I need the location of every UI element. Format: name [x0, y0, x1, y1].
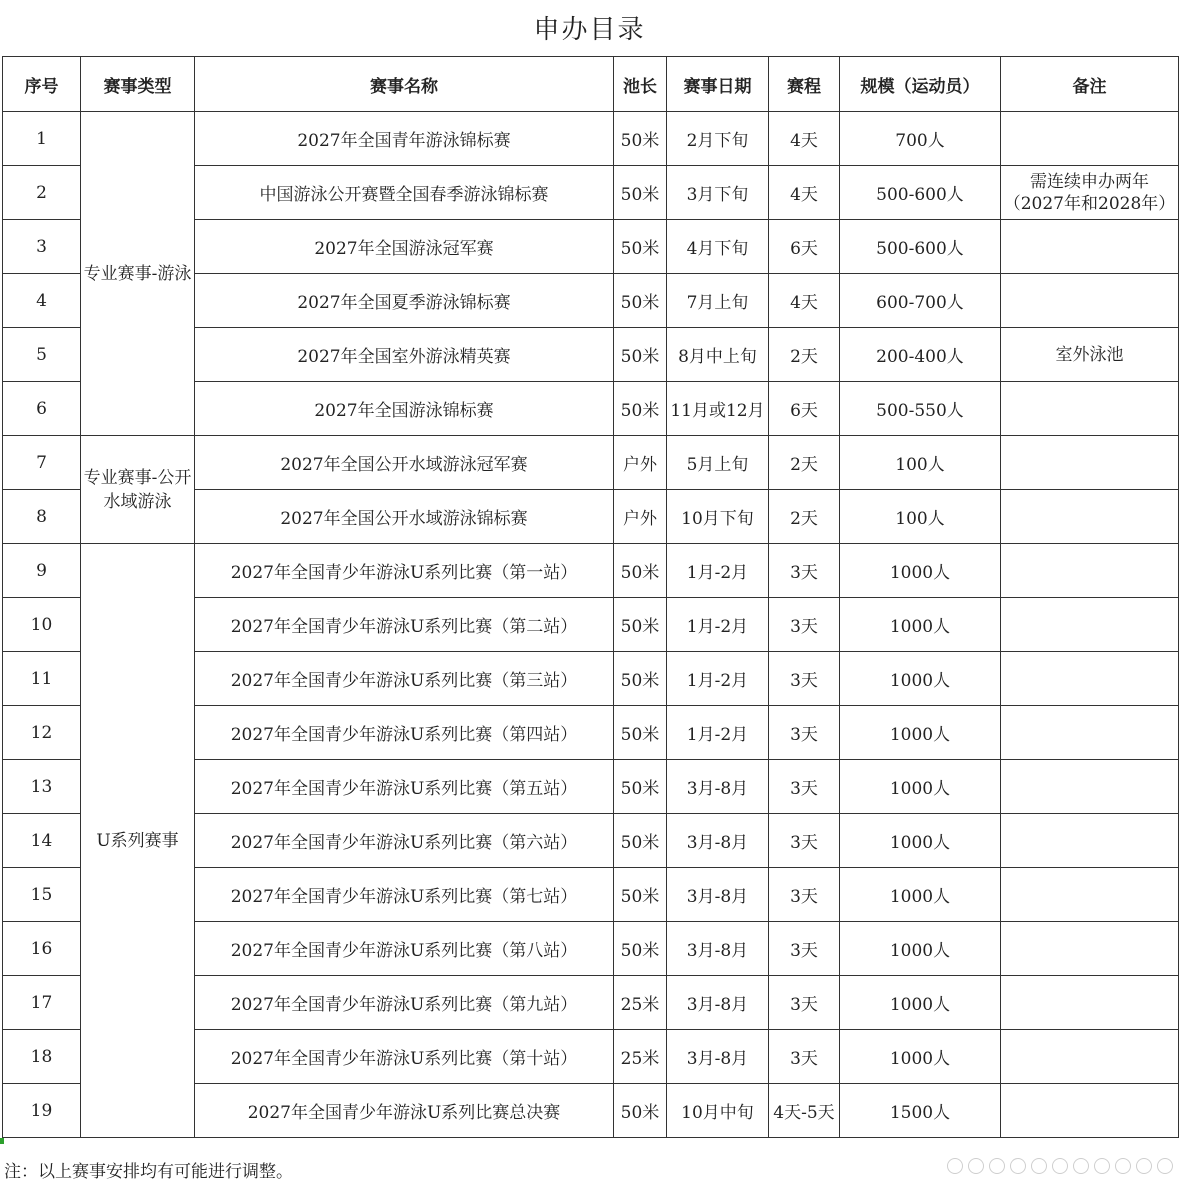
- cell-scale: 600-700人: [840, 274, 1001, 328]
- cell-days: 3天: [769, 760, 840, 814]
- cell-scale: 1000人: [840, 544, 1001, 598]
- cell-days: 3天: [769, 1030, 840, 1084]
- cell-note: 室外泳池: [1001, 328, 1179, 382]
- cell-date: 3月-8月: [667, 760, 769, 814]
- cell-note: [1001, 274, 1179, 328]
- cell-scale: 1500人: [840, 1084, 1001, 1138]
- cell-scale: 100人: [840, 490, 1001, 544]
- cell-days: 6天: [769, 220, 840, 274]
- cell-pool: 50米: [614, 166, 667, 220]
- cell-date: 5月上旬: [667, 436, 769, 490]
- cell-scale: 1000人: [840, 760, 1001, 814]
- cell-scale: 1000人: [840, 976, 1001, 1030]
- cell-date: 1月-2月: [667, 652, 769, 706]
- cell-name: 2027年全国公开水域游泳锦标赛: [195, 490, 614, 544]
- cell-note: 需连续申办两年（2027年和2028年）: [1001, 166, 1179, 220]
- cell-note: [1001, 598, 1179, 652]
- cell-days: 2天: [769, 490, 840, 544]
- cell-days: 4天: [769, 166, 840, 220]
- cell-pool: 50米: [614, 1084, 667, 1138]
- cell-note: [1001, 220, 1179, 274]
- cell-no: 7: [3, 436, 81, 490]
- cell-no: 8: [3, 490, 81, 544]
- cell-name: 2027年全国游泳冠军赛: [195, 220, 614, 274]
- cell-no: 14: [3, 814, 81, 868]
- cell-note: [1001, 436, 1179, 490]
- cell-date: 1月-2月: [667, 598, 769, 652]
- cell-no: 4: [3, 274, 81, 328]
- cell-name: 2027年全国青少年游泳U系列比赛（第九站）: [195, 976, 614, 1030]
- cell-scale: 1000人: [840, 814, 1001, 868]
- cell-note: [1001, 976, 1179, 1030]
- cell-pool: 25米: [614, 1030, 667, 1084]
- header-pool: 池长: [614, 57, 667, 112]
- cell-date: 1月-2月: [667, 544, 769, 598]
- cell-note: [1001, 382, 1179, 436]
- cell-date: 1月-2月: [667, 706, 769, 760]
- cell-days: 3天: [769, 544, 840, 598]
- header-scale: 规模（运动员）: [840, 57, 1001, 112]
- cell-pool: 50米: [614, 328, 667, 382]
- header-name: 赛事名称: [195, 57, 614, 112]
- cell-name: 2027年全国青少年游泳U系列比赛（第二站）: [195, 598, 614, 652]
- cell-days: 3天: [769, 706, 840, 760]
- cell-date: 2月下旬: [667, 112, 769, 166]
- cell-days: 6天: [769, 382, 840, 436]
- cell-pool: 50米: [614, 760, 667, 814]
- cell-name: 2027年全国青少年游泳U系列比赛（第三站）: [195, 652, 614, 706]
- cell-date: 10月中旬: [667, 1084, 769, 1138]
- cell-note: [1001, 490, 1179, 544]
- cell-pool: 50米: [614, 598, 667, 652]
- cell-days: 2天: [769, 328, 840, 382]
- cell-pool: 50米: [614, 112, 667, 166]
- cell-no: 10: [3, 598, 81, 652]
- cell-scale: 100人: [840, 436, 1001, 490]
- cell-no: 13: [3, 760, 81, 814]
- cell-no: 12: [3, 706, 81, 760]
- cell-days: 3天: [769, 922, 840, 976]
- cell-name: 2027年全国青年游泳锦标赛: [195, 112, 614, 166]
- cell-note: [1001, 868, 1179, 922]
- cell-name: 2027年全国青少年游泳U系列比赛（第五站）: [195, 760, 614, 814]
- cell-scale: 1000人: [840, 652, 1001, 706]
- cell-date: 4月下旬: [667, 220, 769, 274]
- cell-days: 3天: [769, 652, 840, 706]
- cell-date: 3月-8月: [667, 1030, 769, 1084]
- cell-no: 11: [3, 652, 81, 706]
- header-type: 赛事类型: [81, 57, 195, 112]
- cell-pool: 50米: [614, 220, 667, 274]
- header-date: 赛事日期: [667, 57, 769, 112]
- cell-scale: 500-600人: [840, 166, 1001, 220]
- cell-days: 4天: [769, 274, 840, 328]
- cell-pool: 50米: [614, 814, 667, 868]
- cell-name: 2027年全国室外游泳精英赛: [195, 328, 614, 382]
- watermark-dots: [947, 1158, 1173, 1174]
- cell-note: [1001, 706, 1179, 760]
- cell-name: 中国游泳公开赛暨全国春季游泳锦标赛: [195, 166, 614, 220]
- cell-pool: 25米: [614, 976, 667, 1030]
- cell-note: [1001, 814, 1179, 868]
- cell-pool: 户外: [614, 490, 667, 544]
- cell-scale: 1000人: [840, 598, 1001, 652]
- cell-date: 3月-8月: [667, 976, 769, 1030]
- cell-days: 3天: [769, 868, 840, 922]
- cell-pool: 50米: [614, 652, 667, 706]
- table-row: [3, 544, 1179, 598]
- cell-no: 2: [3, 166, 81, 220]
- header-days: 赛程: [769, 57, 840, 112]
- catalog-table: [2, 56, 1179, 1138]
- footnote: 注：以上赛事安排均有可能进行调整。: [4, 1162, 293, 1182]
- cell-type: U系列赛事: [81, 544, 195, 1138]
- cell-no: 17: [3, 976, 81, 1030]
- cell-name: 2027年全国青少年游泳U系列比赛总决赛: [195, 1084, 614, 1138]
- cell-no: 3: [3, 220, 81, 274]
- cell-days: 4天: [769, 112, 840, 166]
- cell-no: 19: [3, 1084, 81, 1138]
- cell-days: 4天-5天: [769, 1084, 840, 1138]
- cell-date: 8月中上旬: [667, 328, 769, 382]
- table-header-row: [3, 57, 1179, 112]
- cell-days: 2天: [769, 436, 840, 490]
- cell-name: 2027年全国青少年游泳U系列比赛（第一站）: [195, 544, 614, 598]
- cell-note: [1001, 652, 1179, 706]
- cell-note: [1001, 544, 1179, 598]
- cell-name: 2027年全国夏季游泳锦标赛: [195, 274, 614, 328]
- cell-date: 11月或12月: [667, 382, 769, 436]
- cell-scale: 1000人: [840, 1030, 1001, 1084]
- cell-pool: 50米: [614, 922, 667, 976]
- table-row: [3, 112, 1179, 166]
- cell-pool: 50米: [614, 382, 667, 436]
- cell-name: 2027年全国青少年游泳U系列比赛（第十站）: [195, 1030, 614, 1084]
- cell-no: 9: [3, 544, 81, 598]
- cell-note: [1001, 112, 1179, 166]
- cell-scale: 700人: [840, 112, 1001, 166]
- cell-no: 6: [3, 382, 81, 436]
- cell-days: 3天: [769, 598, 840, 652]
- cell-scale: 500-550人: [840, 382, 1001, 436]
- cell-date: 3月下旬: [667, 166, 769, 220]
- cell-no: 15: [3, 868, 81, 922]
- cell-pool: 50米: [614, 706, 667, 760]
- cell-note: [1001, 1084, 1179, 1138]
- cell-name: 2027年全国青少年游泳U系列比赛（第八站）: [195, 922, 614, 976]
- cell-name: 2027年全国青少年游泳U系列比赛（第七站）: [195, 868, 614, 922]
- cell-scale: 1000人: [840, 922, 1001, 976]
- cell-name: 2027年全国游泳锦标赛: [195, 382, 614, 436]
- cell-date: 10月下旬: [667, 490, 769, 544]
- cell-type: 专业赛事-公开水域游泳: [81, 436, 195, 544]
- cell-no: 5: [3, 328, 81, 382]
- cell-scale: 1000人: [840, 868, 1001, 922]
- cell-date: 3月-8月: [667, 922, 769, 976]
- cell-days: 3天: [769, 976, 840, 1030]
- table-row: [3, 436, 1179, 490]
- cell-pool: 户外: [614, 436, 667, 490]
- cell-scale: 200-400人: [840, 328, 1001, 382]
- cell-scale: 500-600人: [840, 220, 1001, 274]
- cell-days: 3天: [769, 814, 840, 868]
- cell-name: 2027年全国公开水域游泳冠军赛: [195, 436, 614, 490]
- cell-note: [1001, 760, 1179, 814]
- cell-scale: 1000人: [840, 706, 1001, 760]
- cell-type: 专业赛事-游泳: [81, 112, 195, 436]
- cell-pool: 50米: [614, 868, 667, 922]
- cell-pool: 50米: [614, 274, 667, 328]
- cell-pool: 50米: [614, 544, 667, 598]
- cell-date: 7月上旬: [667, 274, 769, 328]
- header-no: 序号: [3, 57, 81, 112]
- table-body: [3, 112, 1179, 1138]
- header-note: 备注: [1001, 57, 1179, 112]
- sheet-corner-marker: [0, 1138, 4, 1144]
- cell-no: 18: [3, 1030, 81, 1084]
- cell-name: 2027年全国青少年游泳U系列比赛（第四站）: [195, 706, 614, 760]
- cell-no: 1: [3, 112, 81, 166]
- cell-no: 16: [3, 922, 81, 976]
- cell-note: [1001, 1030, 1179, 1084]
- cell-date: 3月-8月: [667, 868, 769, 922]
- page-title: 申办目录: [533, 15, 646, 45]
- cell-name: 2027年全国青少年游泳U系列比赛（第六站）: [195, 814, 614, 868]
- cell-date: 3月-8月: [667, 814, 769, 868]
- cell-note: [1001, 922, 1179, 976]
